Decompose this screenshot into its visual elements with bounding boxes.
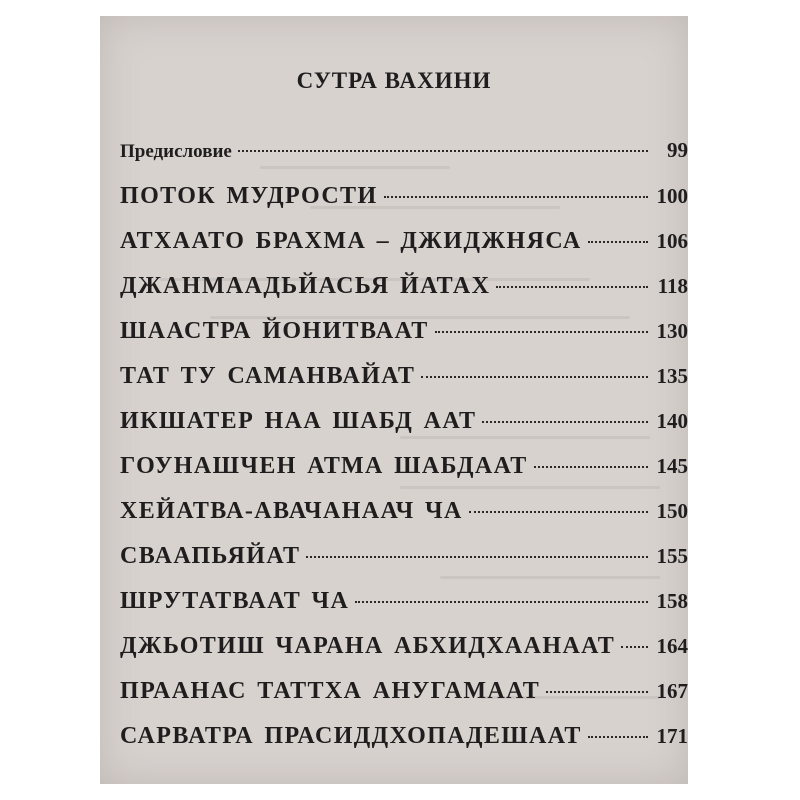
toc-entry-title: ИКШАТЕР НАА ШАБД ААТ [120,408,477,434]
toc-page-number: 99 [667,138,688,162]
toc-page-number: 140 [656,409,688,433]
dot-leader [384,196,648,198]
dot-leader [496,286,648,288]
toc-entry-title: АТХААТО БРАХМА – ДЖИДЖНЯСА [120,228,582,254]
toc-entry[interactable] [120,633,688,678]
toc-entry[interactable] [120,498,688,543]
dot-leader [546,691,648,693]
toc-page-number: 150 [656,499,688,523]
table-of-contents [120,138,688,768]
toc-entry[interactable] [120,543,688,588]
toc-entry-title: ТАТ ТУ САМАНВАЙАТ [120,363,416,389]
toc-page-number: 145 [656,454,688,478]
toc-page-number: 118 [657,274,688,298]
dot-leader [588,241,648,243]
toc-page-number: 135 [656,364,688,388]
page-title: СУТРА ВАХИНИ [296,68,492,93]
toc-entry-title: ДЖАНМААДЬЙАСЬЯ ЙАТАХ [120,273,491,299]
toc-entry-title: ПОТОК МУДРОСТИ [120,183,378,209]
toc-entry[interactable] [120,723,688,768]
toc-entry[interactable] [120,588,688,633]
toc-entry-title: ГОУНАШЧЕН АТМА ШАБДААТ [120,453,528,479]
toc-entry[interactable] [120,408,688,453]
toc-entry-title: ШААСТРА ЙОНИТВААТ [120,318,429,344]
toc-entry[interactable] [120,228,688,273]
toc-entry[interactable] [120,678,688,723]
dot-leader [621,646,648,648]
toc-page-number: 164 [656,634,688,658]
dot-leader [238,150,648,152]
toc-entry[interactable] [120,363,688,408]
dot-leader [306,556,648,558]
dot-leader [534,466,648,468]
toc-entry-title: Предисловие [120,141,232,162]
dot-leader [435,331,648,333]
toc-page-number: 158 [656,589,688,613]
toc-entry-title: СВААПЬЯЙАТ [120,543,301,569]
book-page [100,16,688,784]
toc-entry[interactable] [120,318,688,363]
toc-page-number: 130 [656,319,688,343]
toc-entry-title: ХЕЙАТВА-АВАЧАНААЧ ЧА [120,498,463,524]
dot-leader [469,511,648,513]
toc-entry-title: ШРУТАТВААТ ЧА [120,588,350,614]
dot-leader [355,601,648,603]
toc-page-number: 155 [656,544,688,568]
toc-entry-title: ПРААНАС ТАТТХА АНУГАМААТ [120,678,541,704]
toc-entry[interactable] [120,453,688,498]
toc-page-number: 106 [656,229,688,253]
dot-leader [588,736,648,738]
toc-page-number: 171 [656,724,688,748]
toc-entry[interactable] [120,138,688,183]
dot-leader [482,421,648,423]
toc-entry-title: ДЖЬОТИШ ЧАРАНА АБХИДХААНААТ [120,633,616,659]
toc-page-number: 100 [656,184,688,208]
toc-entry-title: САРВАТРА ПРАСИДДХОПАДЕШААТ [120,723,582,749]
toc-entry[interactable] [120,273,688,318]
toc-entry[interactable] [120,183,688,228]
toc-page-number: 167 [656,679,688,703]
dot-leader [421,376,648,378]
